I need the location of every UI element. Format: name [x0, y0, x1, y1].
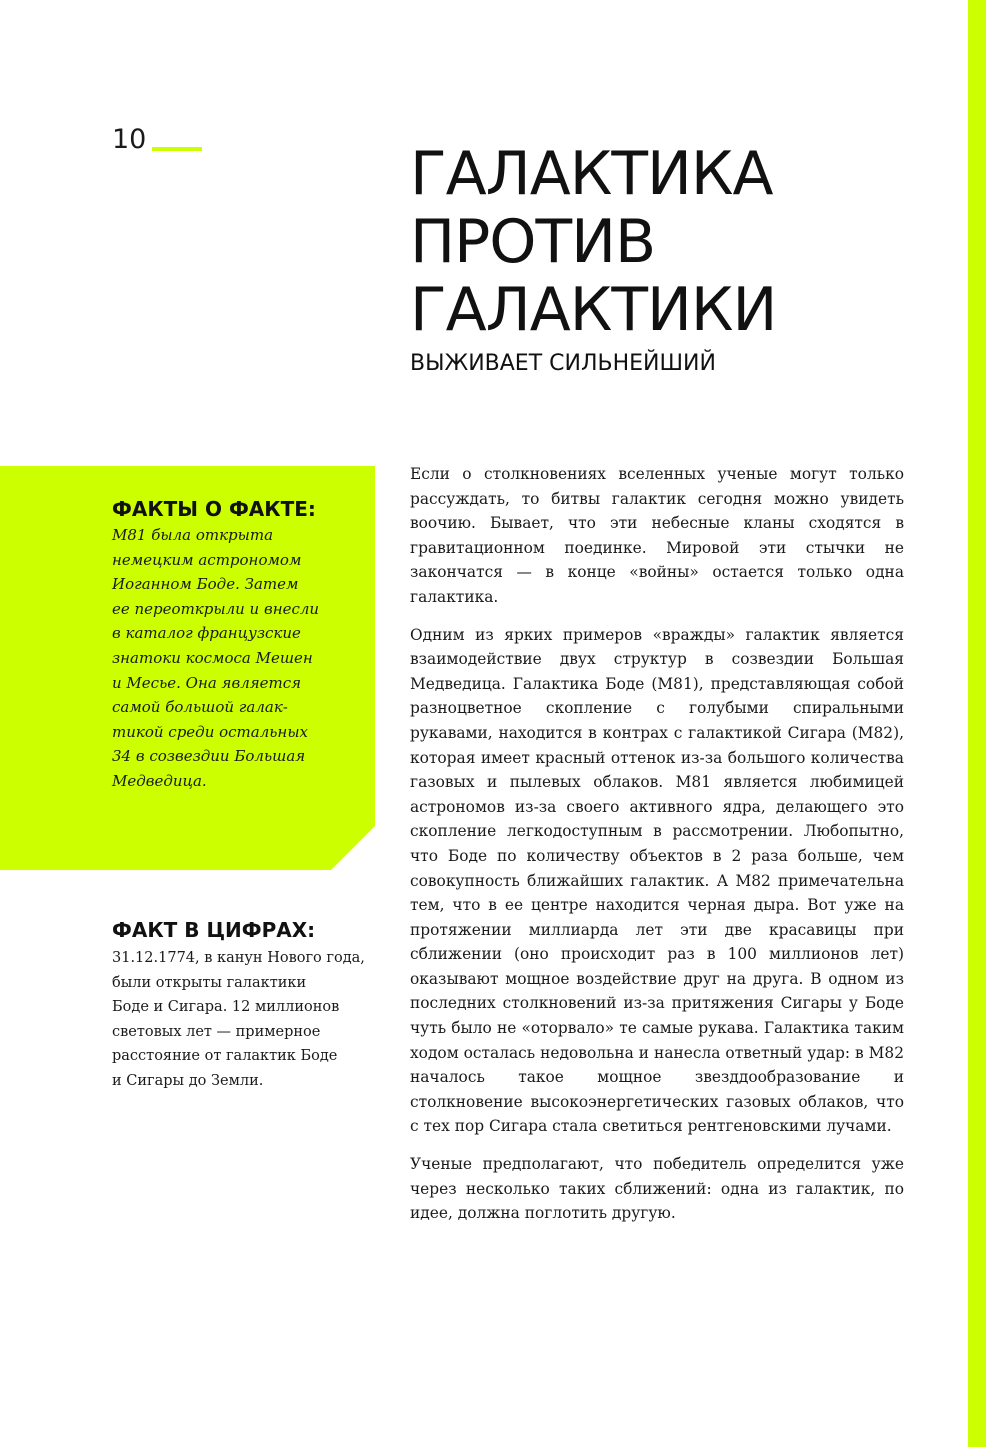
facts-box-line: самой большой галак- [112, 698, 288, 717]
numbers-box-line: расстояние от галактик Боде [112, 1048, 338, 1064]
facts-box-line: немецким астрономом [112, 550, 302, 569]
page-number-rule [152, 147, 202, 151]
facts-box-line: 34 в созвездии Большая [112, 747, 306, 766]
article-subtitle: ВЫЖИВАЕТ СИЛЬНЕЙШИЙ [410, 351, 716, 376]
numbers-box-line: световых лет — примерное [112, 1023, 321, 1040]
article-title-line: ГАЛАКТИКА [410, 139, 773, 209]
facts-box-line: Иоганном Боде. Затем [112, 575, 299, 594]
article-title [410, 140, 776, 344]
numbers-box-line: были открыты галактики [112, 974, 307, 991]
facts-box-line: ее переоткрыли и внесли [112, 599, 320, 618]
facts-box-line: M81 была открыта [112, 526, 274, 544]
facts-box-line: и Месье. Она является [112, 673, 302, 692]
facts-box-line: Медведица. [112, 771, 207, 790]
facts-box-line: в каталог французские [112, 624, 301, 643]
numbers-box-line: и Сигары до Земли. [112, 1072, 264, 1089]
facts-box-line: знатоки космоса Мешен [112, 648, 313, 667]
numbers-box-text [112, 946, 374, 1093]
facts-box-text [112, 523, 342, 794]
accent-edge-strip [968, 0, 986, 1447]
numbers-box-line: Боде и Сигара. 12 миллионов [112, 999, 340, 1015]
numbers-box-title: ФАКТ В ЦИФРАХ: [112, 918, 316, 942]
facts-box-title: ФАКТЫ О ФАКТЕ: [112, 497, 316, 521]
article-paragraph: Одним из ярких примеров «вражды» галактик является взаимодействие двух структур в созвездии Большая Медведица. Галактика Боде (M81), представляющая собой разноцветное скопление с голубыми спиральными рукавами, находится в контрах с галактикой Сигара (M82), которая имеет красный оттенок из-за большого количества газовых и пылевых облаков. M81 является любимицей астрономов из-за своего активного ядра, делающего это скопление легкодоступным в рассмотрении. Любопытно, что Боде по количеству объектов в 2 раза больше, чем совокупность ближайших галактик. А M82 примечательна тем, что в ее центре находится черная дыра. Вот уже на протяжении миллиарда лет эти две красавицы при сближении (оно происходит раз в 100 миллионов лет) оказывают мощное воздействие друг на друга. В одном из последних столкновений из-за притяжения Сигары у Боде чуть было не «оторвало» те самые рукава. Галактика таким ходом осталась недовольна и нанесла ответный удар: в M82 началось такое мощное звезддообразование и столкновение высокоэнергетических газовых облаков, что с тех пор Сигара стала светиться рентгеновскими лучами. [410, 625, 904, 1136]
article-title-line: ГАЛАКТИКИ [410, 275, 777, 345]
facts-box-line: тикой среди остальных [112, 722, 308, 741]
article-paragraph: Если о столкновениях вселенных ученые могут только рассуждать, то битвы галактик сегодня можно увидеть воочию. Бывает, что эти небесные кланы сходятся в гравитационном поединке. Мировой эти стычки не закончатся — в конце «войны» остается только одна галактика. [410, 465, 904, 606]
page-number: 10 [112, 124, 147, 155]
article-title-line: ПРОТИВ [410, 207, 656, 277]
article-paragraph: Ученые предполагают, что победитель определится уже через несколько таких сближений: одна из галактик, по идее, должна поглотить другую. [410, 1155, 904, 1223]
numbers-box-line: 31.12.1774, в канун Нового года, [112, 950, 365, 966]
article-body [410, 462, 904, 1239]
